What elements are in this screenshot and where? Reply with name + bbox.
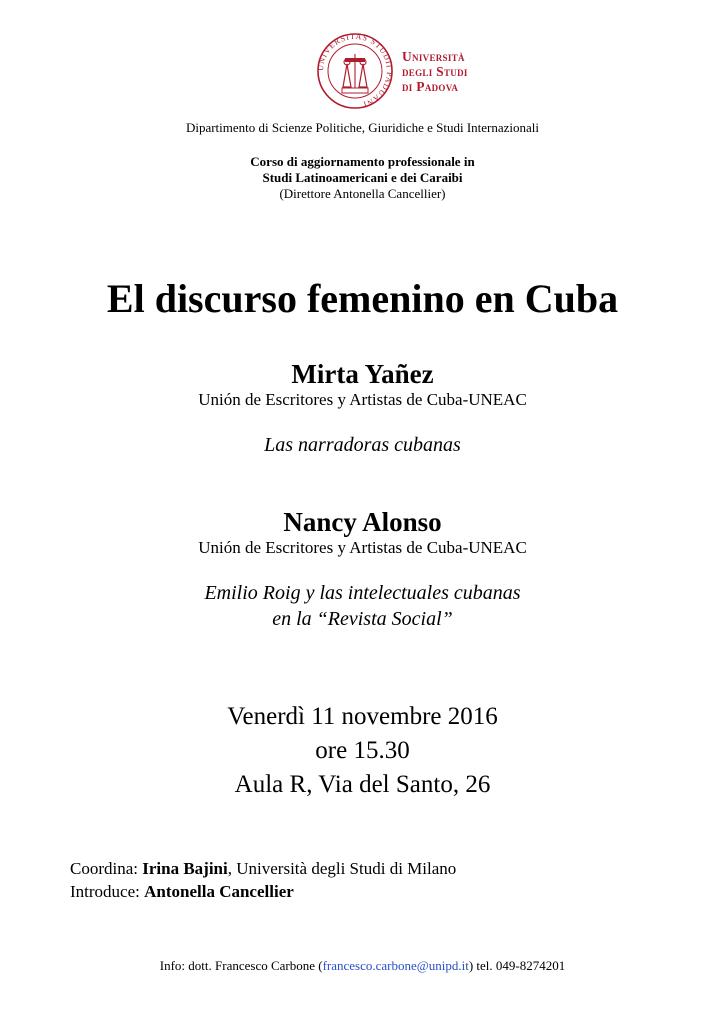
seal-text: UNIVERSITAS STUDII PADUANI: [316, 32, 394, 109]
info-prefix: Info: dott. Francesco Carbone (: [159, 958, 323, 973]
event-time: ore 15.30: [315, 737, 410, 764]
talk-title: Emilio Roig y las intelectuales cubanas: [204, 582, 521, 604]
speaker-name: Nancy Alonso: [283, 507, 442, 537]
event-date: Venerdì 11 novembre 2016: [227, 703, 498, 730]
talk-title-cont: en la “Revista Social”: [272, 608, 453, 630]
course-block: [0, 154, 725, 202]
course-line-2: Studi Latinoamericani e dei Caraibi: [262, 170, 463, 185]
event-place: Aula R, Via del Santo, 26: [234, 771, 491, 798]
department-line: Dipartimento di Scienze Politiche, Giuridiche e Studi Internazionali: [185, 120, 540, 135]
course-line-1: Corso di aggiornamento professionale in: [250, 154, 475, 169]
university-seal-icon: [316, 32, 394, 110]
coordinator-affiliation: , Università degli Studi di Milano: [227, 859, 457, 878]
info-suffix: ) tel. 049-8274201: [468, 958, 566, 973]
coordination-block: [70, 857, 456, 903]
speaker-name: Mirta Yañez: [291, 359, 434, 389]
event-details: [0, 700, 725, 802]
university-logo: [316, 30, 488, 112]
introducer-name: Antonella Cancellier: [144, 882, 294, 901]
logo-line: di Padova: [402, 78, 459, 94]
speaker-affiliation: Unión de Escritores y Artistas de Cuba-UNEAC: [198, 538, 527, 557]
coordinator-label: Coordina:: [70, 859, 138, 878]
course-director: (Direttore Antonella Cancellier): [279, 186, 446, 201]
introducer-line: [70, 880, 456, 903]
introducer-label: Introduce:: [70, 882, 140, 901]
page-title: El discurso femenino en Cuba: [106, 276, 619, 321]
coordinator-line: [70, 857, 456, 880]
speaker-affiliation: Unión de Escritores y Artistas de Cuba-UNEAC: [198, 390, 527, 409]
speaker-block: [0, 358, 725, 458]
logo-line: degli Studi: [402, 63, 468, 79]
logo-line: Università: [402, 48, 465, 64]
speaker-block: [0, 506, 725, 632]
info-line: [0, 958, 725, 974]
university-name: [402, 49, 468, 94]
email-link[interactable]: francesco.carbone@unipd.it: [322, 958, 469, 973]
talk-title: Las narradoras cubanas: [264, 434, 461, 456]
coordinator-name: Irina Bajini: [142, 859, 228, 878]
